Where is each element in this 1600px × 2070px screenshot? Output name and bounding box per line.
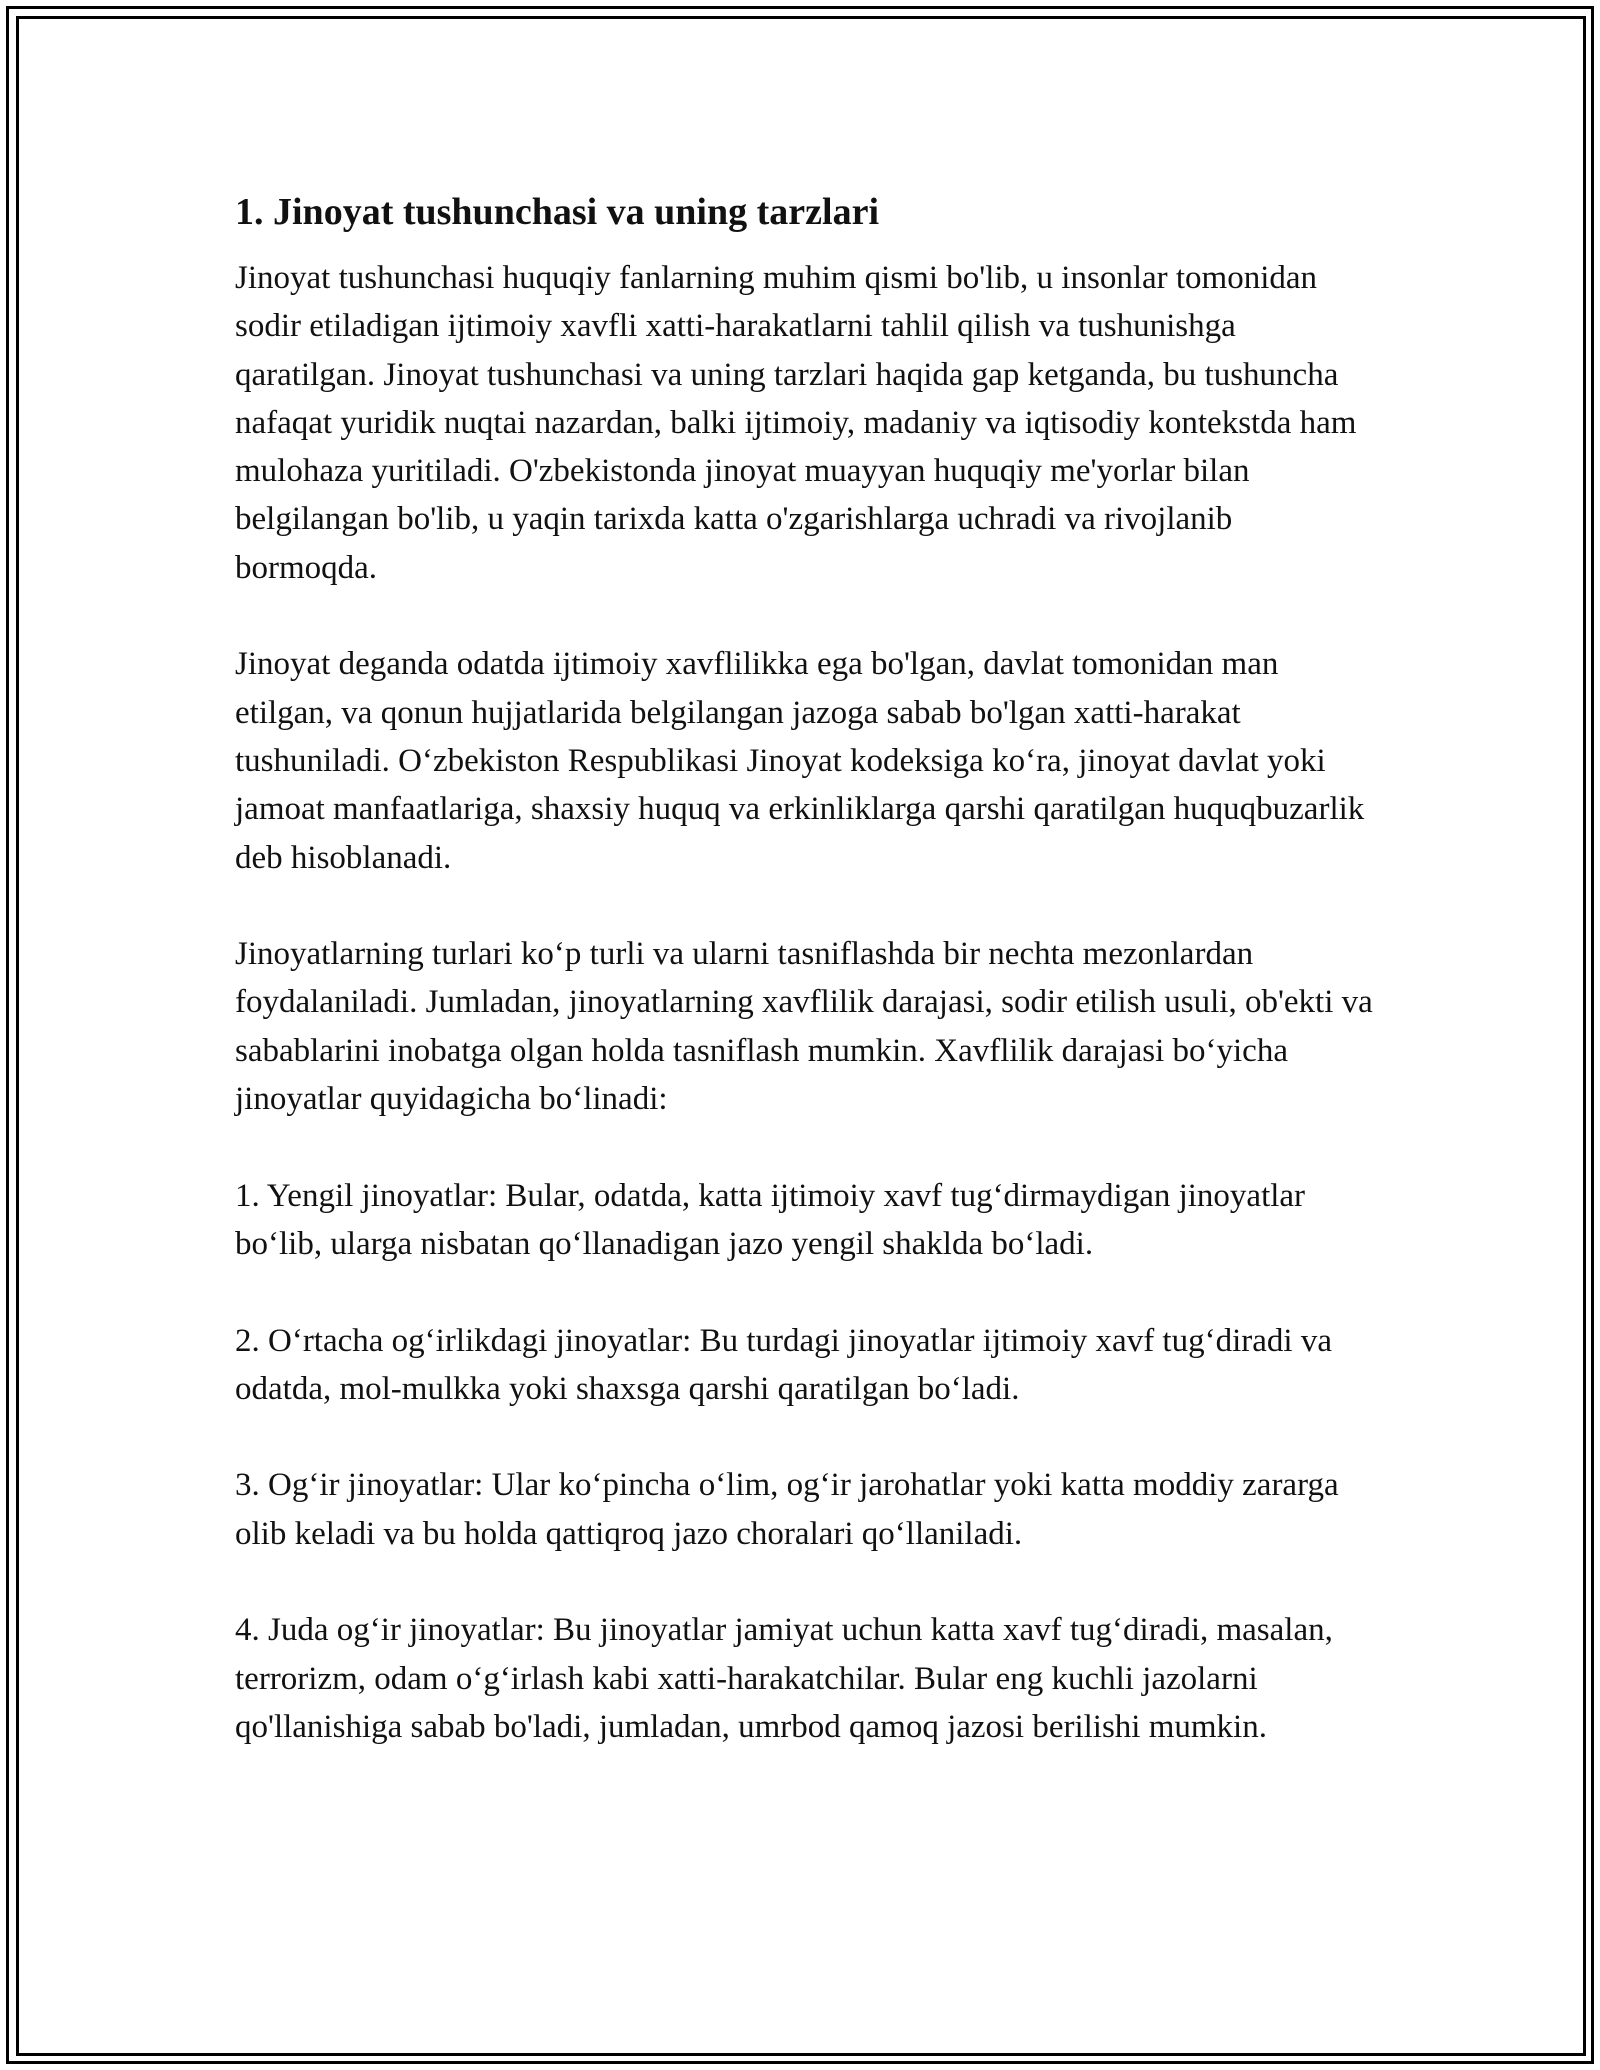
list-item-medium-crimes: 2. O‘rtacha og‘irlikdagi jinoyatlar: Bu turdagi jinoyatlar ijtimoiy xavf tug‘diradi va odatda, mol-mulkka yoki shaxsga qarshi qaratilgan bo‘ladi.	[235, 1322, 1332, 1407]
document-body	[235, 186, 1375, 1800]
paragraph-classification: Jinoyatlarning turlari ko‘p turli va ularni tasniflashda bir nechta mezonlardan foydalaniladi. Jumladan, jinoyatlarning xavflilik darajasi, sodir etilish usuli, ob'ekti va sabablarini inobatga olgan holda tasniflash mumkin. Xavflilik darajasi bo‘yicha jinoyatlar quyidagicha bo‘linadi:	[235, 936, 1373, 1118]
section-heading: 1. Jinoyat tushunchasi va uning tarzlari	[235, 191, 879, 233]
list-item-serious-crimes: 3. Og‘ir jinoyatlar: Ular ko‘pincha o‘lim, og‘ir jarohatlar yoki katta moddiy zararga olib keladi va bu holda qattiqroq jazo choralari qo‘llaniladi.	[235, 1467, 1339, 1552]
list-item-very-serious-crimes: 4. Juda og‘ir jinoyatlar: Bu jinoyatlar jamiyat uchun katta xavf tug‘diradi, masalan, terrorizm, odam o‘g‘irlash kabi xatti-harakatchilar. Bular eng kuchli jazolarni qo'llanishiga sabab bo'ladi, jumladan, umrbod qamoq jazosi berilishi mumkin.	[235, 1612, 1333, 1745]
paragraph-intro: Jinoyat tushunchasi huquqiy fanlarning muhim qismi bo'lib, u insonlar tomonidan sodir etiladigan ijtimoiy xavfli xatti-harakatlarni tahlil qilish va tushunishga qaratilgan. Jinoyat tushunchasi va uning tarzlari haqida gap ketganda, bu tushuncha nafaqat yuridik nuqtai nazardan, balki ijtimoiy, madaniy va iqtisodiy kontekstda ham mulohaza yuritiladi. O'zbekistonda jinoyat muayyan huquqiy me'yorlar bilan belgilangan bo'lib, u yaqin tarixda katta o'zgarishlarga uchradi va rivojlanib bormoqda.	[235, 260, 1357, 586]
paragraph-definition: Jinoyat deganda odatda ijtimoiy xavflilikka ega bo'lgan, davlat tomonidan man etilgan, va qonun hujjatlarida belgilangan jazoga sabab bo'lgan xatti-harakat tushuniladi. O‘zbekiston Respublikasi Jinoyat kodeksiga ko‘ra, jinoyat davlat yoki jamoat manfaatlariga, shaxsiy huquq va erkinliklarga qarshi qaratilgan huquqbuzarlik deb hisoblanadi.	[235, 646, 1365, 876]
list-item-light-crimes: 1. Yengil jinoyatlar: Bular, odatda, katta ijtimoiy xavf tug‘dirmaydigan jinoyatlar bo‘lib, ularga nisbatan qo‘llanadigan jazo yengil shaklda bo‘ladi.	[235, 1177, 1306, 1262]
